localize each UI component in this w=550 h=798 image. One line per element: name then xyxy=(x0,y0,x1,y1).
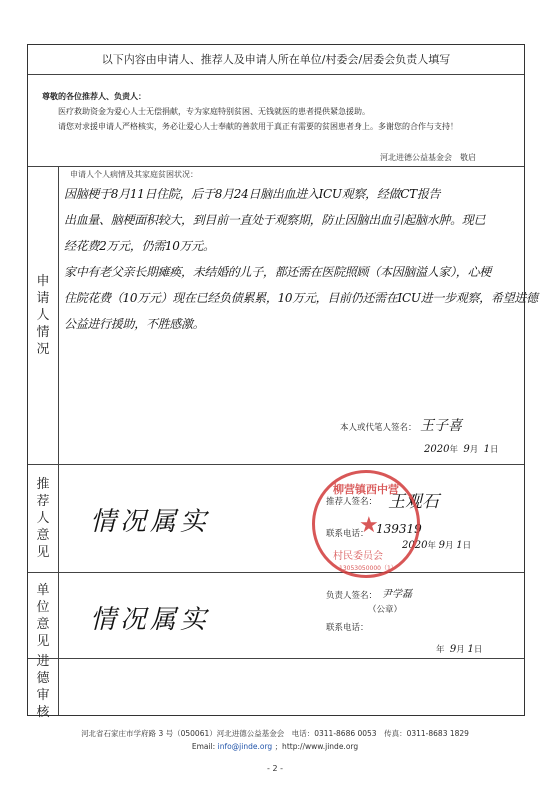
side-char: 申 xyxy=(36,274,50,289)
unit-signature: 尹学磊 xyxy=(382,589,412,600)
notice-org: 河北进德公益基金会 敬启 xyxy=(380,153,476,162)
seal-top-text: 柳营镇西中营 xyxy=(333,483,399,496)
handwritten-line: 家中有老父亲长期瘫痪，未结婚的儿子，都还需在医院照顾（本因脑溢人家），心梗 xyxy=(64,265,491,279)
side-char: 单 xyxy=(36,582,50,598)
notice-salutation: 尊敬的各位推荐人、负责人： xyxy=(42,92,146,101)
notice-line-1: 医疗救助资金为爱心人士无偿捐献，专为家庭特别贫困、无钱就医的患者提供紧急援助。 xyxy=(58,107,370,116)
applicant-sign-label: 本人或代笔人签名： xyxy=(340,423,417,433)
date-day: 1 xyxy=(456,540,463,551)
recommender-signature: 王观石 xyxy=(388,492,439,512)
footer-email-label: Email: xyxy=(191,742,216,751)
application-section xyxy=(28,167,538,465)
seal-star-icon: ★ xyxy=(359,513,379,538)
side-char: 位 xyxy=(36,599,50,615)
recommender-section xyxy=(28,465,524,573)
handwritten-line: 出血量、脑梗面积较大，到目前一直处于观察期，防止因脑出血引起脑水肿。现已 xyxy=(64,213,486,227)
date-year-unit: 年 xyxy=(449,445,458,455)
side-char: 人 xyxy=(36,511,50,526)
date-year: 2020 xyxy=(402,540,428,551)
date-year-unit: 年 xyxy=(436,645,445,655)
date-day: 1 xyxy=(483,444,491,455)
footer-contact xyxy=(0,741,550,752)
side-char: 见 xyxy=(36,633,50,649)
review-section xyxy=(28,654,524,720)
applicant-date xyxy=(424,443,499,455)
side-char: 德 xyxy=(36,671,50,686)
date-year: 2020 xyxy=(424,444,450,455)
recommender-side-label xyxy=(28,465,58,572)
date-month-unit: 月 xyxy=(469,445,479,455)
form-header: 以下内容由申请人、推荐人及申请人所在单位/村委会/居委会负责人填写 xyxy=(101,53,451,66)
application-form xyxy=(27,44,538,720)
seal-bottom-text: 村民委员会 xyxy=(333,551,383,562)
unit-phone-label: 联系电话： xyxy=(326,623,369,633)
review-side-label xyxy=(28,654,58,720)
handwritten-line: 经花费2万元，仍需10万元。 xyxy=(64,239,215,253)
date-month-unit: 月 xyxy=(445,541,454,551)
footer-address: 河北省石家庄市学府路 3 号（050061）河北进德公益基金会 电话：0311-8686 0053 传真：0311-8683 1829 xyxy=(81,729,469,738)
notice-line-2: 请您对求援申请人严格核实，务必让爱心人士奉献的善款用于真正有需要的贫困患者身上。多谢您的合作与支持！ xyxy=(58,122,458,131)
column-divider xyxy=(58,659,59,715)
side-char: 见 xyxy=(36,545,50,560)
side-char: 意 xyxy=(36,616,50,632)
page-number: - 2 - xyxy=(267,764,283,773)
side-char: 情 xyxy=(36,325,50,340)
application-intro: 申请人个人病情及其家庭贫困状况： xyxy=(70,170,198,179)
unit-side-label xyxy=(28,573,58,658)
date-month: 9 xyxy=(463,444,470,455)
side-char: 荐 xyxy=(36,494,50,509)
unit-opinion: 情况属实 xyxy=(90,605,211,635)
side-char: 进 xyxy=(36,654,50,669)
side-char: 请 xyxy=(36,291,50,306)
date-day-unit: 日 xyxy=(462,541,472,551)
recommender-phone: 139319 xyxy=(376,522,422,536)
recommender-sign-label: 推荐人签名： xyxy=(326,497,378,507)
date-day: 1 xyxy=(467,644,474,655)
side-char: 况 xyxy=(36,342,50,357)
handwritten-line: 公益进行援助，不胜感激。 xyxy=(64,317,205,331)
handwritten-line: 因脑梗于8月11日住院，后于8月24日脑出血进入ICU观察，经做CT报告 xyxy=(64,187,441,201)
side-char: 意 xyxy=(36,528,50,543)
recommender-opinion: 情况属实 xyxy=(90,507,211,537)
date-month: 9 xyxy=(438,540,446,551)
footer-url[interactable]: ；http://www.jinde.org xyxy=(274,742,359,751)
side-char: 人 xyxy=(36,308,50,323)
unit-section xyxy=(28,573,524,659)
date-month: 9 xyxy=(449,644,457,655)
date-day-unit: 日 xyxy=(473,645,483,655)
application-side-label xyxy=(28,167,58,464)
side-char: 审 xyxy=(36,688,50,703)
date-month-unit: 月 xyxy=(456,645,465,655)
handwritten-line: 住院花费（10万元）现在已经负债累累，10万元，目前仍还需在ICU进一步观察，希望进德 xyxy=(64,291,538,305)
notice-text xyxy=(42,89,516,134)
date-day-unit: 日 xyxy=(490,445,499,455)
applicant-signature: 王子喜 xyxy=(420,418,462,434)
unit-date xyxy=(436,643,482,655)
unit-seal-label: （公章） xyxy=(368,605,403,615)
seal-code: 13053050000（1） xyxy=(339,565,397,572)
date-year-unit: 年 xyxy=(427,541,436,551)
unit-sign-label: 负责人签名： xyxy=(326,591,378,601)
side-char: 推 xyxy=(36,477,50,492)
footer-email-link[interactable]: info@jinde.org xyxy=(217,742,273,751)
official-seal xyxy=(312,470,420,578)
side-char: 核 xyxy=(36,705,50,720)
form-header-row xyxy=(28,45,524,75)
recommender-phone-label: 联系电话： xyxy=(326,529,369,539)
